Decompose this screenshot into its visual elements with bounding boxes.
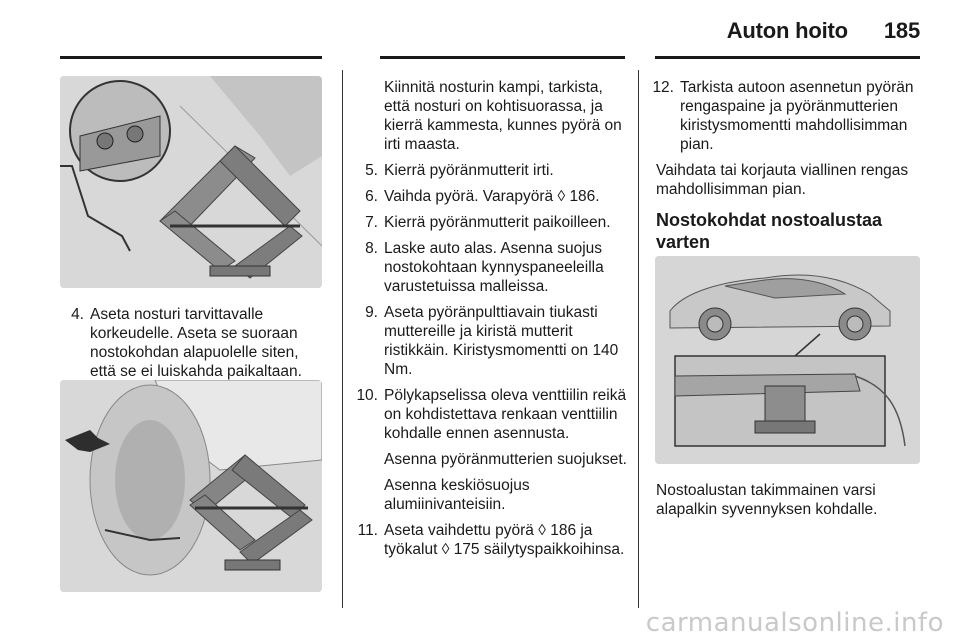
jack-detail-figure [60,76,322,288]
section-title: Auton hoito [726,18,848,43]
column-rule-right [655,56,920,59]
step-number: 9. [365,304,378,321]
step-6 [352,187,632,206]
step-number: 8. [365,240,378,257]
step-9 [352,303,632,379]
step-number: 10. [356,387,378,404]
column-divider-2 [638,70,639,608]
middle-column [352,78,632,566]
step-number: 12. [652,79,674,96]
step-text: Kierrä pyöränmutterit paikoilleen. [384,214,611,231]
step-number: 7. [365,214,378,231]
sub-paragraph-hubcap: Asenna keskiösuojus alumiinivanteisiin. [384,477,530,513]
step-4 [58,305,323,381]
step-text: Pölykapselissa oleva venttiilin reikä on kohdistettava renkaan venttiilin kohdalle ennen asennusta. [384,387,627,442]
step-10 [352,386,632,443]
page-number: 185 [883,18,920,43]
step-text: Aseta pyöränpulttiavain tiukasti muttereille ja kiristä mutterit ristikkäin. Kiristysmomentti on 140 Nm. [384,304,619,378]
step-text: Aseta vaihdettu pyörä ◊ 186 ja työkalut ◊ 175 säilytyspaikkoihinsa. [384,522,625,558]
jack-crank-figure [60,380,322,592]
step-text: Vaihda pyörä. Varapyörä ◊ 186. [384,188,600,205]
lift-point-figure [655,256,920,464]
column-rule-left [60,56,322,59]
repair-paragraph: Vaihdata tai korjauta viallinen rengas mahdollisimman pian. [656,162,909,198]
step-text: Aseta nosturi tarvittavalle korkeudelle. Aseta se suoraan nostokohdan alapuolelle siten, että se ei luiskahda paikaltaan. [90,306,302,380]
step-text: Laske auto alas. Asenna suojus nostokohtaan kynnyspaneeleilla varustetuissa malleissa. [384,240,604,295]
column-divider-1 [342,70,343,608]
step-7 [352,213,632,232]
watermark: carmanualsonline.info [645,608,944,638]
figure-caption: Nostoalustan takimmainen varsi alapalkin syvennyksen kohdalle. [656,482,878,518]
step-12 [648,78,923,154]
step-text: Tarkista autoon asennetun pyörän rengaspaine ja pyöränmutterien kiristysmomentti mahdollisimman pian. [680,79,914,153]
page-header [727,18,920,44]
step-number: 5. [365,162,378,179]
step-text: Kierrä pyöränmutterit irti. [384,162,554,179]
intro-paragraph: Kiinnitä nosturin kampi, tarkista, että nosturi on kohtisuorassa, ja kierrä kammesta, kunnes pyörä on irti maasta. [384,79,622,153]
right-column [648,78,923,267]
step-5 [352,161,632,180]
step-8 [352,239,632,296]
step-number: 6. [365,188,378,205]
left-column [58,305,323,388]
right-column-caption [656,481,926,526]
sub-paragraph-covers: Asenna pyöränmutterien suojukset. [384,451,627,468]
step-11 [352,521,632,559]
step-number: 11. [357,522,378,539]
step-number: 4. [71,306,84,323]
column-rule-middle [380,56,625,59]
section-heading: Nostokohdat nostoalustaa varten [656,210,883,252]
